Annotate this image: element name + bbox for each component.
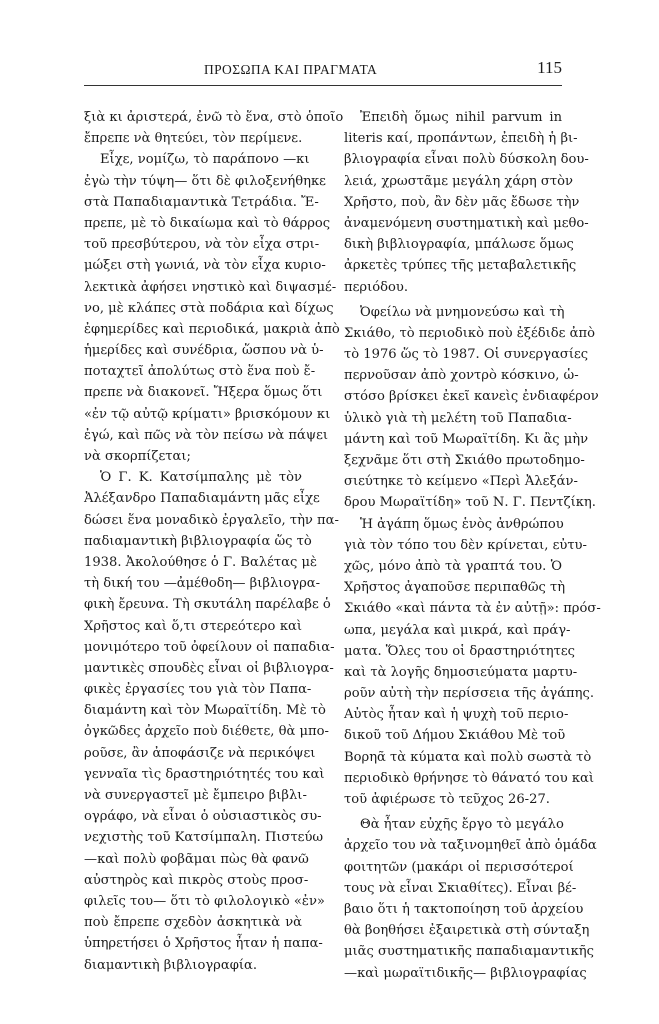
text-line: δικὴ βιβλιογραφία, μπάλωσε ὅμως bbox=[344, 237, 574, 253]
page-number: 115 bbox=[537, 58, 562, 77]
text-line: γενναῖα τὶς δραστηριότητές του καὶ bbox=[84, 766, 325, 782]
text-line: Σκιάθο, τὸ περιοδικὸ ποὺ ἐξέδιδε ἀπὸ bbox=[344, 325, 595, 341]
text-line: ποταχτεῖ ἀπολύτως στὸ ἕνα ποὺ ἔ- bbox=[84, 364, 316, 380]
text-line: μονιμότερο τοῦ ὀφείλουν οἱ παπαδια- bbox=[84, 639, 335, 655]
text-line: ἡμερίδες καὶ συνέδρια, ὥσπου νὰ ὑ- bbox=[84, 343, 324, 359]
text-line: τοῦ πρεσβύτερου, νὰ τὸν εἶχα στρι- bbox=[84, 237, 320, 253]
text-line: βαιο ὅτι ἡ τακτοποίηση τοῦ ἀρχείου bbox=[344, 901, 584, 917]
text-line: Αὐτὸς ἦταν καὶ ἡ ψυχὴ τοῦ περιο- bbox=[344, 707, 569, 723]
text-line: νὰ σκορπίζεται; bbox=[84, 449, 191, 464]
text-line: λεκτικὰ ἀφήσει νηστικὸ καὶ διψασμέ- bbox=[84, 279, 337, 295]
running-head-title: ΠΡΟΣΩΠΑ ΚΑΙ ΠΡΑΓΜΑΤΑ bbox=[204, 62, 378, 77]
text-line: στὰ Παπαδιαμαντικὰ Τετράδια. Ἔ- bbox=[84, 194, 319, 210]
text-line: τους νὰ εἶναι Σκιαθίτες). Εἶναι βέ- bbox=[344, 880, 577, 896]
text-line: Χρῆστο, ποὺ, ἂν δὲν μᾶς ἔδωσε τὴν bbox=[344, 194, 580, 210]
text-line: πρεπε νὰ διακονεῖ. Ἤξερα ὅμως ὅτι bbox=[84, 385, 323, 401]
text-line: ποὺ ἔπρεπε σχεδὸν ἀσκητικὰ νὰ bbox=[84, 915, 302, 931]
text-line: Ὀφείλω νὰ μνημονεύσω καὶ τὴ bbox=[360, 304, 565, 320]
text-line: ἐφημερίδες καὶ περιοδικά, μακριὰ ἀπὸ bbox=[84, 321, 340, 337]
text-line: φικὴ ἔρευνα. Τὴ σκυτάλη παρέλαβε ὁ bbox=[84, 597, 331, 613]
text-line: θὰ βοηθήσει ἐξαιρετικὰ στὴ σύνταξη bbox=[344, 923, 590, 939]
text-line: ἐγὼ τὴν τύψη— ὅτι δὲ φιλοξενήθηκε bbox=[84, 173, 326, 189]
text-line: παδιαμαντικὴ βιβλιογραφία ὥς τὸ bbox=[84, 533, 312, 549]
text-line: ὑλικὸ γιὰ τὴ μελέτη τοῦ Παπαδια- bbox=[344, 410, 572, 426]
text-line: διαμάντη καὶ τὸν Μωραϊτίδη. Μὲ τὸ bbox=[84, 703, 326, 719]
text-line: ὑπηρετήσει ὁ Χρῆστος ἦταν ἡ παπα- bbox=[84, 936, 323, 952]
text-line: μώξει στὴ γωνιά, νὰ τὸν εἶχα κυριο- bbox=[84, 258, 326, 274]
text-line: περιοδικὸ θρήνησε τὸ θάνατό του καὶ bbox=[344, 770, 594, 786]
text-line: ωπα, μεγάλα καὶ μικρά, καὶ πράγ- bbox=[344, 622, 571, 638]
text-line: ἀρκετὲς τρύπες τῆς μεταβαλετικῆς bbox=[344, 258, 577, 274]
text-line: φικὲς ἐργασίες του γιὰ τὸν Παπα- bbox=[84, 682, 312, 698]
text-line: Θὰ ἦταν εὐχῆς ἔργο τὸ μεγάλο bbox=[360, 817, 564, 833]
text-line: τὸ 1976 ὥς τὸ 1987. Οἱ συνεργασίες bbox=[344, 347, 589, 363]
text-line: Χρῆστος ἀγαποῦσε περιπαθῶς τὴ bbox=[344, 580, 566, 596]
text-line: μιᾶς συστηματικῆς παπαδιαμαντικῆς bbox=[344, 944, 594, 960]
text-line: βλιογραφία εἶναι πολὺ δύσκολη δου- bbox=[344, 152, 589, 168]
text-line: ἀναμενόμενη συστηματικὴ καὶ μεθο- bbox=[344, 215, 589, 231]
text-line: —καὶ μωραϊτιδικῆς— βιβλιογραφίας bbox=[344, 965, 587, 981]
text-line: —καὶ πολὺ φοβᾶμαι πὼς θὰ φανῶ bbox=[84, 851, 309, 867]
text-line: δικοῦ τοῦ Δήμου Σκιάθου Μὲ τοῦ bbox=[344, 728, 566, 744]
text-line: Ὁ Γ. Κ. Κατσίμπαλης μὲ τὸν bbox=[100, 470, 302, 486]
text-line: ἐγώ, καὶ πῶς νὰ τὸν πείσω νὰ πάψει bbox=[84, 427, 329, 443]
running-head bbox=[84, 58, 562, 82]
text-line: Εἶχε, νομίζω, τὸ παράπονο —κι bbox=[100, 152, 310, 168]
text-line: φιλεῖς του— ὅτι τὸ φιλολογικὸ «ἐν» bbox=[84, 893, 325, 909]
right-text-column bbox=[344, 107, 601, 984]
text-line: ογράφο, νὰ εἶναι ὁ οὐσιαστικὸς συ- bbox=[84, 809, 322, 825]
text-line: μαντικὲς σπουδὲς εἶναι οἱ βιβλιογρα- bbox=[84, 660, 334, 676]
text-line: Ἡ ἀγάπη ὅμως ἑνὸς ἀνθρώπου bbox=[360, 516, 564, 532]
text-line: δώσει ἕνα μοναδικὸ ἐργαλεῖο, τὴν πα- bbox=[84, 512, 339, 528]
text-line: τοῦ ἀφιέρωσε τὸ τεῦχος 26-27. bbox=[344, 792, 550, 807]
text-line: διαμαντικὴ βιβλιογραφία. bbox=[84, 957, 257, 973]
text-line: ξεχνᾶμε ὅτι στὴ Σκιάθο πρωτοδημο- bbox=[344, 453, 585, 468]
text-line: «ἐν τῷ αὐτῷ κρίματι» βρισκόμουν κι bbox=[84, 406, 331, 422]
text-line: στόσο βρίσκει ἐκεῖ κανεὶς ἐνδιαφέρον bbox=[344, 389, 599, 405]
text-line: περιόδου. bbox=[344, 279, 408, 295]
text-line: πρεπε, μὲ τὸ δικαίωμα καὶ τὸ θάρρος bbox=[84, 215, 331, 231]
text-line: literis καί, προπάντων, ἐπειδὴ ἡ βι- bbox=[344, 131, 578, 147]
text-line: σιεύτηκε τὸ κείμενο «Περὶ Ἀλεξάν- bbox=[344, 474, 578, 490]
text-line: ἀρχεῖο του νὰ ταξινομηθεῖ ἀπὸ ὁμάδα bbox=[344, 838, 597, 854]
text-line: περνοῦσαν ἀπὸ χοντρὸ κόσκινο, ὡ- bbox=[344, 368, 579, 384]
text-line: ἔπρεπε νὰ θητεύει, τὸν περίμενε. bbox=[84, 131, 303, 147]
text-line: δρου Μωραϊτίδη» τοῦ Ν. Γ. Πεντζίκη. bbox=[344, 495, 596, 511]
text-line: Ἀλέξανδρο Παπαδιαμάντη μᾶς εἶχε bbox=[84, 491, 320, 507]
text-line: Χρῆστος καὶ ὅ,τι στερεότερο καὶ bbox=[84, 618, 302, 634]
text-line: ξιὰ κι ἀριστερά, ἐνῶ τὸ ἕνα, στὸ ὁποῖο bbox=[84, 110, 344, 125]
left-text-column bbox=[84, 107, 344, 976]
text-line: ροῦν αὐτὴ τὴν περίσσεια τῆς ἀγάπης. bbox=[344, 686, 594, 702]
text-line: λειά, χρωστᾶμε μεγάλη χάρη στὸν bbox=[344, 173, 573, 189]
text-line: μάντη καὶ τοῦ Μωραϊτίδη. Κι ἂς μὴν bbox=[344, 431, 589, 447]
text-line: ὀγκῶδες ἀρχεῖο ποὺ διέθετε, θὰ μπο- bbox=[84, 724, 329, 740]
text-line: τὴ δική του —ἀμέθοδη— βιβλιογρα- bbox=[84, 576, 321, 592]
text-line: φοιτητῶν (μακάρι οἱ περισσότεροί bbox=[344, 859, 574, 875]
text-line: Βορηᾶ τὰ κύματα καὶ πολὺ σωστὰ τὸ bbox=[344, 749, 592, 765]
text-line: ροῦσε, ἂν ἀποφάσιζε νὰ περικόψει bbox=[84, 745, 316, 761]
text-line: αὐστηρὸς καὶ πικρὸς στοὺς προσ- bbox=[84, 872, 309, 888]
text-line: ματα. Ὅλες του οἱ δραστηριότητες bbox=[344, 643, 576, 659]
text-line: Ἐπειδὴ ὅμως nihil parvum in bbox=[360, 110, 562, 125]
text-line: νεχιστὴς τοῦ Κατσίμπαλη. Πιστεύω bbox=[84, 830, 324, 846]
text-line: Σκιάθο «καὶ πάντα τὰ ἐν αὐτῇ»: πρόσ- bbox=[344, 601, 601, 617]
text-line: 1938. Ἀκολούθησε ὁ Γ. Βαλέτας μὲ bbox=[84, 554, 318, 570]
text-line: γιὰ τὸν τόπο του δὲν κρίνεται, εὐτυ- bbox=[344, 537, 587, 553]
text-line: καὶ τὰ λογῆς δημοσιεύματα μαρτυ- bbox=[344, 664, 578, 680]
text-line: νο, μὲ κλάπες στὰ ποδάρια καὶ δίχως bbox=[84, 300, 334, 316]
header-rule bbox=[84, 85, 562, 86]
text-line: νὰ συνεργαστεῖ μὲ ἔμπειρο βιβλι- bbox=[84, 788, 307, 803]
text-line: χῶς, μόνο ἀπὸ τὰ γραπτά του. Ὁ bbox=[344, 558, 562, 574]
